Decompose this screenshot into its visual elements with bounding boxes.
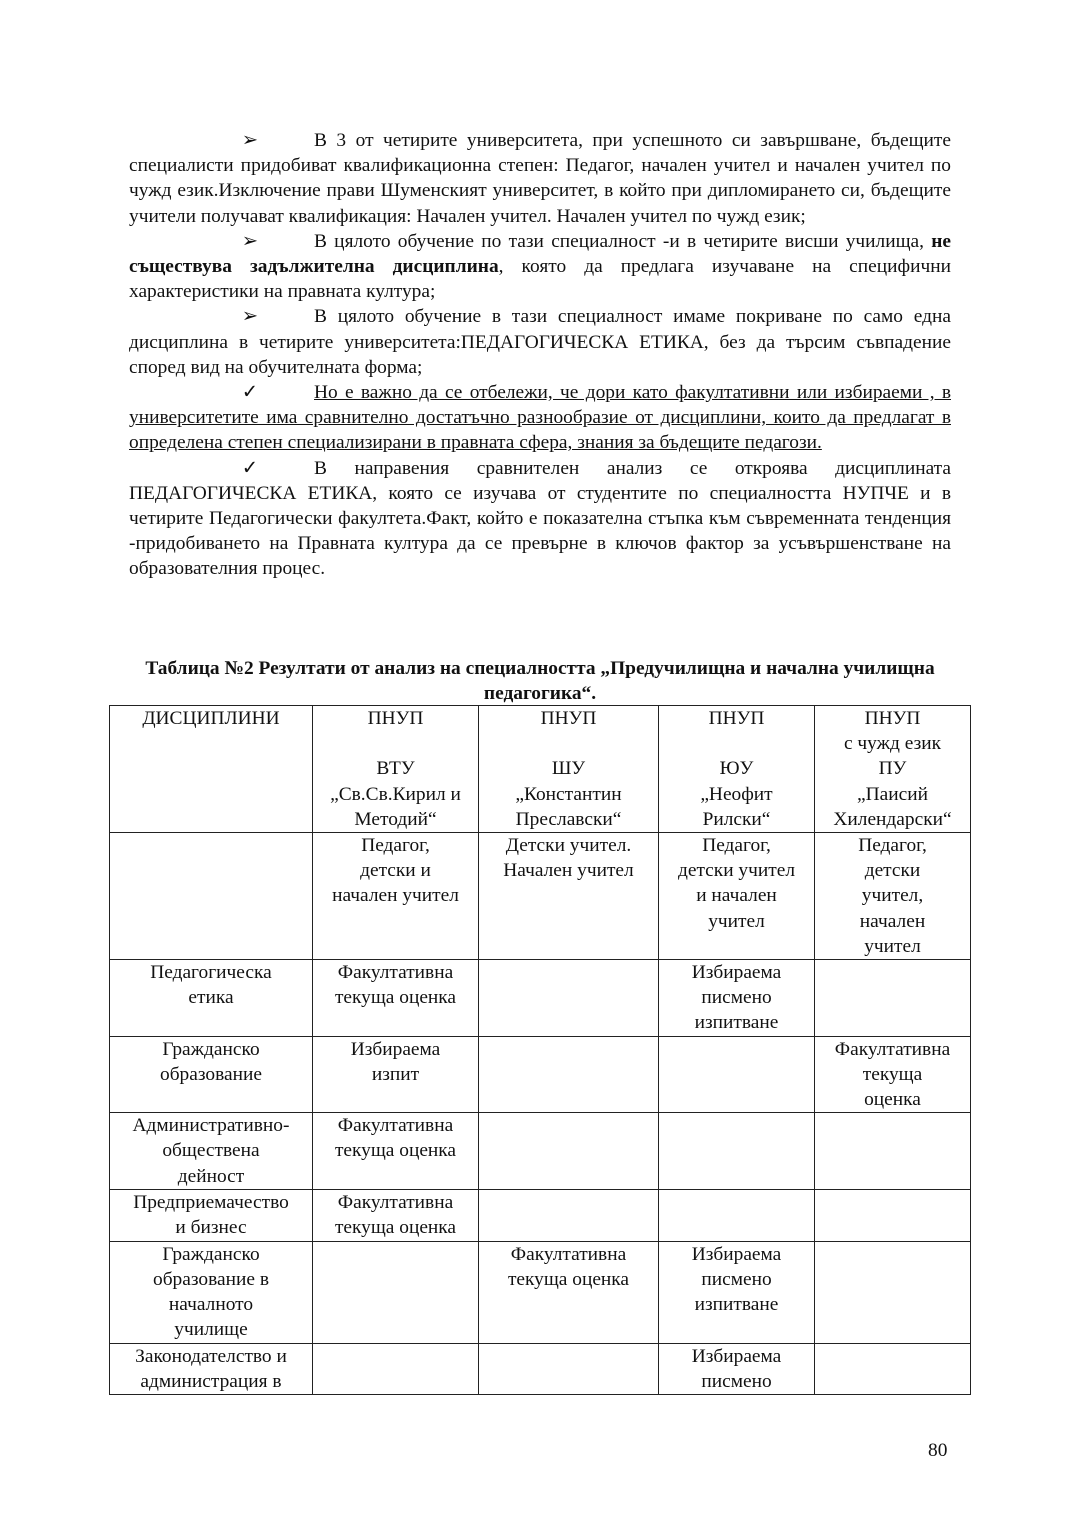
table-cell bbox=[815, 1343, 971, 1394]
cell-line: Избираема bbox=[691, 962, 782, 984]
cell-line: „Неофит bbox=[700, 783, 773, 805]
cell-line: текуща оценка bbox=[334, 1140, 457, 1162]
cell-line: администрация в bbox=[140, 1370, 282, 1392]
cell-line: Детски учител. bbox=[505, 835, 632, 857]
cell-line: ВТУ bbox=[376, 758, 415, 780]
cell-line: ШУ bbox=[551, 758, 586, 780]
cell-line: училище bbox=[174, 1319, 248, 1341]
table-cell bbox=[815, 1036, 971, 1113]
paragraph-text: , която да предлага изучаване на специфични характеристики на правната култура; bbox=[129, 256, 951, 303]
table-header-row bbox=[110, 706, 971, 833]
cell-line: детски учител bbox=[677, 860, 796, 882]
cell-line: начален учител bbox=[332, 885, 459, 907]
cell-line: ПНУП bbox=[864, 708, 921, 729]
table-cell bbox=[479, 960, 659, 1037]
cell-line: Законодателство и bbox=[135, 1345, 287, 1367]
cell-line: Педагог, bbox=[702, 835, 771, 857]
table-cell bbox=[659, 1343, 815, 1394]
cell-line: писмено bbox=[701, 1269, 772, 1291]
cell-line: „Св.Св.Кирил и bbox=[330, 783, 461, 805]
table-cell bbox=[110, 1036, 313, 1113]
table-cell bbox=[313, 706, 479, 833]
paragraph bbox=[129, 128, 951, 229]
paragraph bbox=[129, 304, 951, 380]
table-cell bbox=[815, 1189, 971, 1241]
cell-line: текуща bbox=[862, 1063, 923, 1085]
arrow-bullet-icon: ➢ bbox=[241, 130, 258, 151]
cell-line: началното bbox=[168, 1294, 254, 1316]
cell-line: Педагогическа bbox=[150, 962, 272, 984]
checkmark-bullet-icon: ✓ bbox=[241, 382, 258, 404]
table-cell bbox=[659, 1189, 815, 1241]
table-cell bbox=[479, 1241, 659, 1343]
table-cell bbox=[479, 1036, 659, 1113]
cell-line: с чужд език bbox=[843, 733, 942, 755]
table-caption: Таблица №2 Резултати от анализ на специалността „Предучилищна и начална училищна педагогика“. bbox=[145, 658, 935, 704]
cell-line: ПУ bbox=[878, 758, 907, 780]
cell-line: Гражданско bbox=[162, 1038, 260, 1060]
table-cell bbox=[479, 1113, 659, 1190]
table-cell bbox=[479, 1343, 659, 1394]
cell-line: ПНУП bbox=[367, 708, 424, 729]
cell-line: Факултативна bbox=[834, 1038, 951, 1060]
table-cell bbox=[659, 1036, 815, 1113]
cell-line: ПНУП bbox=[708, 708, 765, 729]
paragraph-text: Но е важно да се отбележи, че дори като факултативни или избираеми , в университетите има сравнително достатъчно разнообразие от дисциплини, които да предлагат в определена степен специализирани в правната сфера, знания за бъдещите педагози. bbox=[129, 382, 951, 454]
arrow-bullet-icon: ➢ bbox=[241, 230, 258, 252]
table-cell bbox=[313, 833, 479, 960]
cell-line: изпит bbox=[371, 1063, 420, 1085]
table-cell bbox=[479, 1189, 659, 1241]
table-row bbox=[110, 1113, 971, 1190]
cell-line: ПНУП bbox=[540, 708, 597, 729]
table-cell bbox=[110, 1189, 313, 1241]
table-cell bbox=[110, 706, 313, 833]
table-row bbox=[110, 1343, 971, 1394]
cell-line: и начален bbox=[696, 885, 777, 907]
cell-line: Гражданско bbox=[162, 1243, 260, 1265]
cell-line: Факултативна bbox=[337, 962, 454, 984]
cell-line bbox=[661, 731, 812, 756]
table-cell bbox=[659, 833, 815, 960]
cell-line: писмено bbox=[701, 1370, 772, 1392]
cell-line: детски bbox=[864, 860, 921, 882]
table-cell bbox=[659, 960, 815, 1037]
paragraph bbox=[129, 380, 951, 456]
paragraph-text: не съществува задължителна дисциплина bbox=[129, 230, 951, 278]
cell-line: Факултативна bbox=[337, 1115, 454, 1137]
checkmark-bullet-icon: ✓ bbox=[241, 457, 258, 479]
cell-line: Предприемачество bbox=[133, 1191, 289, 1213]
cell-line: „Паисий bbox=[857, 783, 928, 805]
cell-line: образование в bbox=[153, 1269, 269, 1291]
table-cell bbox=[110, 960, 313, 1037]
table-cell bbox=[815, 1241, 971, 1343]
cell-line: образование bbox=[160, 1063, 262, 1085]
cell-line: Педагог, bbox=[361, 835, 430, 857]
cell-line: детски и bbox=[360, 860, 431, 882]
cell-line: учител, bbox=[861, 885, 924, 907]
cell-line: писмено bbox=[701, 987, 772, 1009]
cell-line: учител bbox=[708, 910, 765, 932]
cell-line: Хилендарски“ bbox=[833, 808, 952, 830]
cell-line: Методий“ bbox=[354, 808, 437, 830]
cell-line: Рилски“ bbox=[702, 808, 771, 830]
cell-line: текуща оценка bbox=[507, 1269, 630, 1291]
table-row bbox=[110, 1189, 971, 1241]
table-cell bbox=[313, 1036, 479, 1113]
table-cell bbox=[815, 1113, 971, 1190]
cell-line bbox=[481, 731, 656, 756]
cell-line: ЮУ bbox=[719, 758, 754, 780]
table-cell bbox=[479, 706, 659, 833]
table-cell bbox=[110, 1343, 313, 1394]
cell-line: Факултативна bbox=[510, 1243, 627, 1265]
table-cell bbox=[659, 1113, 815, 1190]
cell-line: етика bbox=[188, 987, 234, 1009]
cell-line: оценка bbox=[864, 1089, 921, 1111]
cell-line bbox=[315, 731, 476, 756]
body-text bbox=[129, 128, 951, 582]
table-row bbox=[110, 1036, 971, 1113]
table-row bbox=[110, 833, 971, 960]
cell-line: дейност bbox=[177, 1165, 245, 1187]
paragraph-text: В цялото обучение по тази специалност -и в четирите висши училища, bbox=[314, 230, 932, 252]
table-cell bbox=[110, 1113, 313, 1190]
cell-line: Избираема bbox=[691, 1345, 782, 1367]
table-row bbox=[110, 960, 971, 1037]
paragraph bbox=[129, 456, 951, 582]
cell-line: Начален учител bbox=[503, 860, 634, 882]
cell-line: учител bbox=[864, 935, 921, 957]
table-cell bbox=[313, 1189, 479, 1241]
cell-line: и бизнес bbox=[175, 1217, 247, 1239]
table-cell bbox=[313, 1343, 479, 1394]
table-cell bbox=[659, 1241, 815, 1343]
table-cell bbox=[815, 960, 971, 1037]
paragraph-text: В направения сравнителен анализ се откроява дисциплината ПЕДАГОГИЧЕСКА ЕТИКА, която се изучава от студентите по специалността НУПЧЕ и в четирите Педагогически факултета.Факт, който е показателна стъпка към съвременната тенденция -придобиването на Правната култура да се превърне в ключов фактор за усъвършенстване на образователния процес. bbox=[129, 457, 951, 580]
cell-line: „Константин bbox=[515, 783, 622, 805]
results-table bbox=[109, 705, 971, 1395]
cell-line: Факултативна bbox=[337, 1191, 454, 1213]
paragraph-text: В 3 от четирите университета, при успешното си завършване, бъдещите специалисти придобиват квалификационна степен: Педагог, начален учител и начален учител по чужд език.Изключение прави Шуменският университет, в който при дипломирането си, бъдещите учители получават квалификация: Начален учител. Начален учител по чужд език; bbox=[129, 130, 951, 227]
cell-line: Избираема bbox=[691, 1243, 782, 1265]
cell-line: ДИСЦИПЛИНИ bbox=[142, 708, 280, 729]
cell-line: Избираема bbox=[350, 1038, 441, 1060]
cell-line: обществена bbox=[162, 1140, 260, 1162]
table-cell bbox=[815, 706, 971, 833]
cell-line: Административно- bbox=[132, 1115, 290, 1137]
cell-line: начален bbox=[859, 910, 926, 932]
page-number: 80 bbox=[928, 1440, 948, 1461]
paragraph-text: В цялото обучение в тази специалност имаме покриване по само една дисциплина в четирите университета:ПЕДАГОГИЧЕСКА ЕТИКА, без да търсим съвпадение според вид на обучителната форма; bbox=[129, 306, 951, 378]
cell-line: текуща оценка bbox=[334, 987, 457, 1009]
paragraph bbox=[129, 229, 951, 305]
cell-line: изпитване bbox=[694, 1012, 779, 1034]
table-cell bbox=[313, 1241, 479, 1343]
table-cell bbox=[659, 706, 815, 833]
table-cell bbox=[815, 833, 971, 960]
cell-line: текуща оценка bbox=[334, 1217, 457, 1239]
cell-line: Преславски“ bbox=[515, 808, 622, 830]
cell-line: изпитване bbox=[694, 1294, 779, 1316]
cell-line: Педагог, bbox=[858, 835, 927, 857]
table-cell bbox=[479, 833, 659, 960]
table-cell bbox=[313, 1113, 479, 1190]
table-row bbox=[110, 1241, 971, 1343]
table-cell bbox=[313, 960, 479, 1037]
table-cell bbox=[110, 833, 313, 960]
table-cell bbox=[110, 1241, 313, 1343]
arrow-bullet-icon: ➢ bbox=[241, 306, 258, 328]
